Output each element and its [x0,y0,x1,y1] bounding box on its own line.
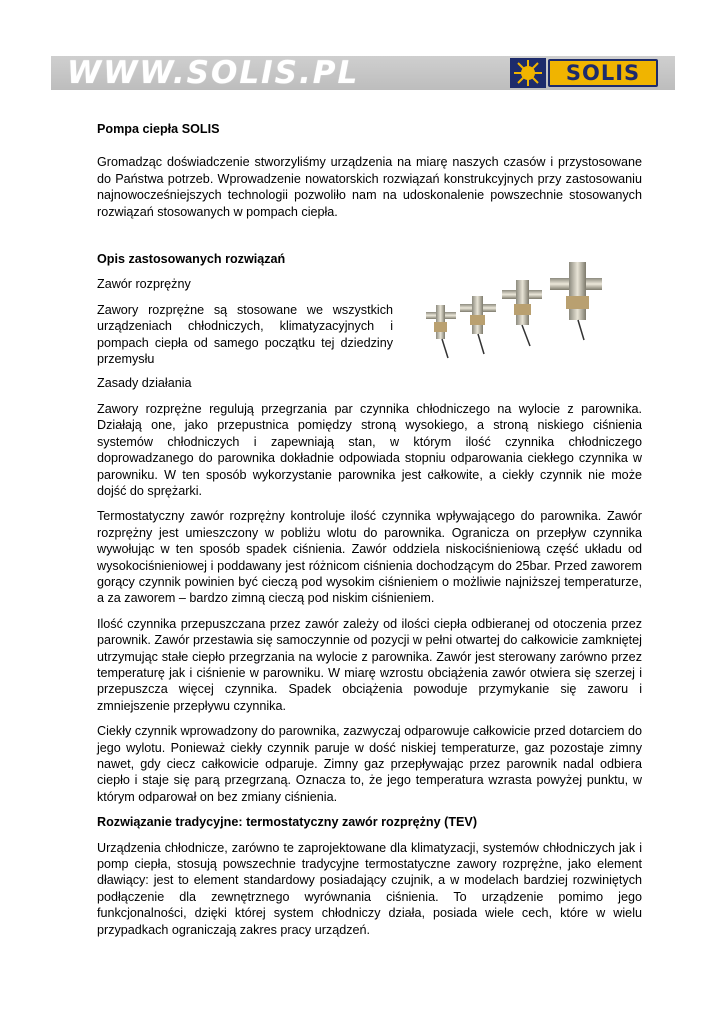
website-url: WWW.SOLIS.PL [67,55,360,91]
solis-logo [510,58,660,88]
subheading-valve: Zawór rozprężny [97,277,191,292]
logo-plate [548,59,658,87]
doc-title: Pompa ciepła SOLIS [97,122,220,136]
sun-icon [510,58,546,88]
section-heading-solutions: Opis zastosowanych rozwiązań [97,252,286,267]
paragraph-2: Termostatyczny zawór rozprężny kontroluje ilość czynnika wpływającego do parownika. Zawór rozprężny jest umieszczony w pobliżu wlotu do parownika. Ogranicza on przepływ czynnika wywołując w ten sposób spadek ciśnienia. Zawór oddziela niskociśnieniową część układu od wysokociśnieniowej i poddawany jest różnicom ciśnienia dochodzącym do 25bar. Przed zaworem gorący czynnik powinien być cieczą pod wysokim ciśnieniem o możliwie najniższej temperaturze, a za zaworem – bardzo zimną cieczą pod niskim ciśnieniem. [97,509,642,606]
paragraph-5: Urządzenia chłodnicze, zarówno te zaprojektowane dla klimatyzacji, systemów chłodniczych jak i pomp ciepła, stosują powszechnie tradycyjne termostatyczne zawory rozprężne, jako element dławiący: jest to element standardowy posiadający czujnik, a w modelach bardziej rozwiniętych podłączenie dla zewnętrznego wyrównania ciśnienia. To urządzenie pomimo jego funkcjonalności, dzięki której system chłodniczy działa, posiada wiele cech, które w wielu przypadkach ograniczają zakres pracy urządzeń. [97,840,642,937]
paragraph-1: Zawory rozprężne regulują przegrzania par czynnika chłodniczego na wylocie z parownika. Działają one, jako przepustnica pomiędzy stroną wysokiego, a stroną niskiego ciśnienia systemów chłodniczych i zapewniają stan, w którym ilość czynnika chłodniczego doprowadzanego do parownika dokładnie odpowiada stopniu odparowania ciekłego czynnika w parowniku. W ten sposób wykorzystanie parownika jest całkowite, a ciekły czynnik nie może dojść do sprężarki. [97,401,642,498]
paragraph-4: Ciekły czynnik wprowadzony do parownika, zazwyczaj odparowuje całkowicie przed dotarciem do jego wylotu. Ponieważ ciekły czynnik paruje w dość niskiej temperaturze, gaz pozostaje zimny nawet, gdy ciecz całkowicie odparuje. Zimny gaz przepływając przez parownik nadal odbiera ciepło i staje się parą przegrzaną. Oznacza to, że jego temperatura wzrasta powyżej punktu, w którym odparował on bez zmiany ciśnienia. [97,724,642,804]
logo-text: SOLIS [565,61,641,85]
subheading-principle: Zasady działania [97,376,192,391]
section-heading-tev: Rozwiązanie tradycyjne: termostatyczny zawór rozprężny (TEV) [97,815,478,830]
paragraph-3: Ilość czynnika przepuszczana przez zawór zależy od ilości ciepła odbieranej od otoczenia przez parownik. Zawór przestawia się samoczynnie od pozycji w pełni otwartej do całkowicie zamkniętej utrzymując stałe ciepło przegrzania na wylocie z parownika. Zawór jest sterowany zarówno przez temperaturę jak i ciśnienie w parowniku. W miarę wzrostu obciążenia zawór otwiera się szerzej i przepuszcza więcej czynnika. Spadek obciążenia powoduje przymykanie się zaworu i zmniejszenie przepływu czynnika. [97,616,642,713]
document-body [97,121,642,938]
intro-paragraph: Gromadząc doświadczenie stworzyliśmy urządzenia na miarę naszych czasów i przystosowane do Państwa potrzeb. Wprowadzenie nowatorskich rozwiązań konstrukcyjnych przy zastosowaniu najnowocześniejszych technologii pozwoliło nam na udoskonalenie powszechnie stosowanych rozwiązań stosowanych w pompach ciepła. [97,155,642,219]
valve-paragraph: Zawory rozprężne są stosowane we wszystkich urządzeniach chłodniczych, klimatyzacyjnych i pompach ciepła od samego początku tej dziedziny przemysłu [97,302,393,367]
